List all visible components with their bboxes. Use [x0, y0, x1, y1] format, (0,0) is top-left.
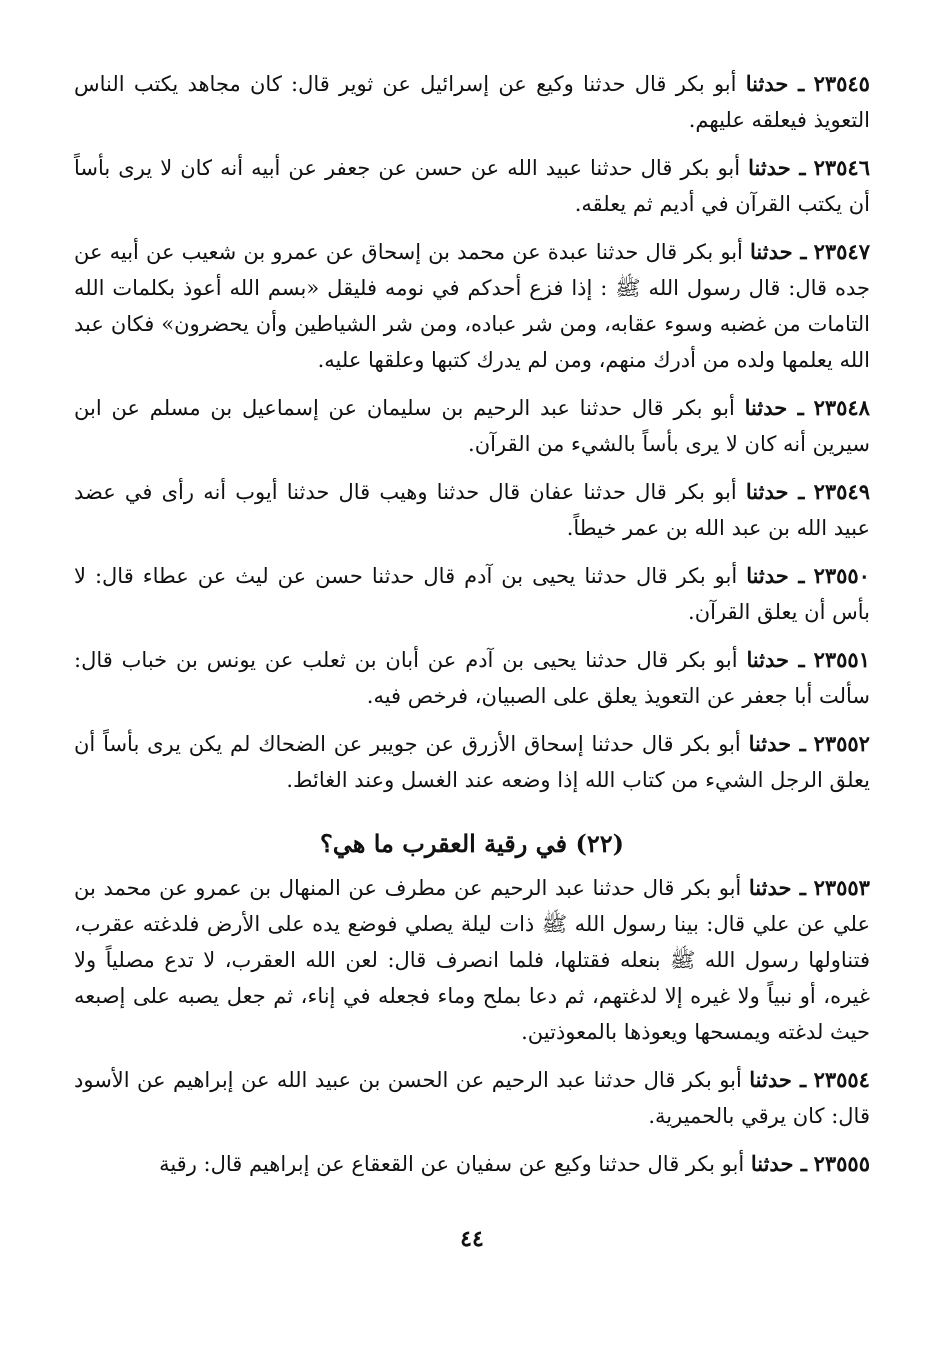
hadith-text: أبو بكر قال حدثنا يحيى بن آدم عن أبان بن ثعلب عن يونس بن خباب قال: سألت أبا جعفر عن التعويذ يعلق على الصبيان، فرخص فيه.	[74, 648, 870, 708]
hadith-paragraph	[74, 870, 870, 1050]
hadith-lead: ـ حدثنا	[749, 1067, 807, 1092]
hadith-number: ٢٣٥٥١	[813, 647, 870, 672]
hadith-lead: ـ حدثنا	[748, 875, 806, 900]
hadith-paragraph	[74, 474, 870, 546]
hadith-number: ٢٣٥٤٦	[813, 155, 870, 180]
hadith-text: أبو بكر قال حدثنا وكيع عن إسرائيل عن ثوير قال: كان مجاهد يكتب الناس التعويذ فيعلقه عليهم.	[74, 72, 870, 132]
hadith-list-after	[74, 870, 870, 1182]
hadith-lead: ـ حدثنا	[746, 563, 805, 588]
hadith-paragraph	[74, 1146, 870, 1182]
hadith-lead: ـ حدثنا	[744, 395, 804, 420]
hadith-text: أبو بكر قال حدثنا يحيى بن آدم قال حدثنا حسن عن ليث عن عطاء قال: لا بأس أن يعلق القرآن.	[74, 564, 870, 624]
hadith-list-before	[74, 66, 870, 798]
hadith-paragraph	[74, 66, 870, 138]
hadith-paragraph	[74, 726, 870, 798]
hadith-text: أبو بكر قال حدثنا عبيد الله عن حسن عن جعفر عن أبيه أنه كان لا يرى بأساً أن يكتب القرآن في أديم ثم يعلقه.	[74, 156, 870, 216]
hadith-paragraph	[74, 150, 870, 222]
hadith-number: ٢٣٥٤٨	[813, 395, 870, 420]
page-number: ٤٤	[460, 1226, 484, 1252]
page-content	[74, 66, 870, 1194]
hadith-lead: ـ حدثنا	[748, 155, 806, 180]
hadith-paragraph	[74, 234, 870, 378]
hadith-number: ٢٣٥٤٧	[813, 239, 870, 264]
hadith-text: أبو بكر قال حدثنا عبدة عن محمد بن إسحاق عن عمرو بن شعيب عن أبيه عن جده قال: قال رسول الله ﷺ : إذا فزع أحدكم في نومه فليقل «بسم الله أعوذ بكلمات الله التامات من غضبه وسوء عقابه، ومن شر عباده، ومن شر الشياطين وأن يحضرون» فكان عبد الله يعلمها ولده من أدرك منهم، ومن لم يدرك كتبها وعلقها عليه.	[74, 240, 870, 372]
hadith-paragraph	[74, 558, 870, 630]
hadith-number: ٢٣٥٤٩	[813, 479, 870, 504]
hadith-paragraph	[74, 390, 870, 462]
hadith-number: ٢٣٥٥٤	[813, 1067, 870, 1092]
section-heading: (٢٢) في رقية العقرب ما هي؟	[319, 829, 625, 858]
hadith-lead: ـ حدثنا	[746, 647, 805, 672]
hadith-lead: ـ حدثنا	[750, 1151, 807, 1176]
hadith-text: أبو بكر قال حدثنا إسحاق الأزرق عن جويبر عن الضحاك لم يكن يرى بأساً أن يعلق الرجل الشيء من كتاب الله إذا وضعه عند الغسل وعند الغائط.	[74, 732, 870, 792]
hadith-paragraph	[74, 642, 870, 714]
hadith-paragraph	[74, 1062, 870, 1134]
hadith-text: أبو بكر قال حدثنا عفان قال حدثنا وهيب قال حدثنا أيوب أنه رأى في عضد عبيد الله بن عبد الله بن عمر خيطاً.	[74, 480, 870, 540]
hadith-text: أبو بكر قال حدثنا عبد الرحيم عن مطرف عن المنهال بن عمرو عن محمد بن علي عن علي قال: بينا رسول الله ﷺ ذات ليلة يصلي فوضع يده على الأرض فلدغته عقرب، فتناولها رسول الله ﷺ بنعله فقتلها، فلما انصرف قال: لعن الله العقرب، لا تدع مصلياً ولا غيره، أو نبياً ولا غيره إلا لدغتهم، ثم دعا بملح وماء فجعله في إناء، ثم جعل يصبه على إصبعه حيث لدغته ويمسحها ويعوذها بالمعوذتين.	[74, 876, 870, 1044]
hadith-number: ٢٣٥٥٠	[813, 563, 870, 588]
hadith-text: أبو بكر قال حدثنا وكيع عن سفيان عن القعقاع عن إبراهيم قال: رقية	[159, 1152, 745, 1176]
hadith-number: ٢٣٥٥٣	[813, 875, 870, 900]
hadith-number: ٢٣٥٥٥	[813, 1151, 870, 1176]
hadith-number: ٢٣٥٥٢	[813, 731, 870, 756]
hadith-lead: ـ حدثنا	[745, 71, 805, 96]
hadith-text: أبو بكر قال حدثنا عبد الرحيم عن الحسن بن عبيد الله عن إبراهيم عن الأسود قال: كان يرقي بالحميرية.	[74, 1068, 870, 1128]
hadith-lead: ـ حدثنا	[750, 239, 807, 264]
hadith-lead: ـ حدثنا	[748, 731, 806, 756]
hadith-number: ٢٣٥٤٥	[813, 71, 870, 96]
hadith-text: أبو بكر قال حدثنا عبد الرحيم بن سليمان عن إسماعيل بن مسلم عن ابن سيرين أنه كان لا يرى بأساً بالشيء من القرآن.	[74, 396, 870, 456]
hadith-lead: ـ حدثنا	[745, 479, 805, 504]
